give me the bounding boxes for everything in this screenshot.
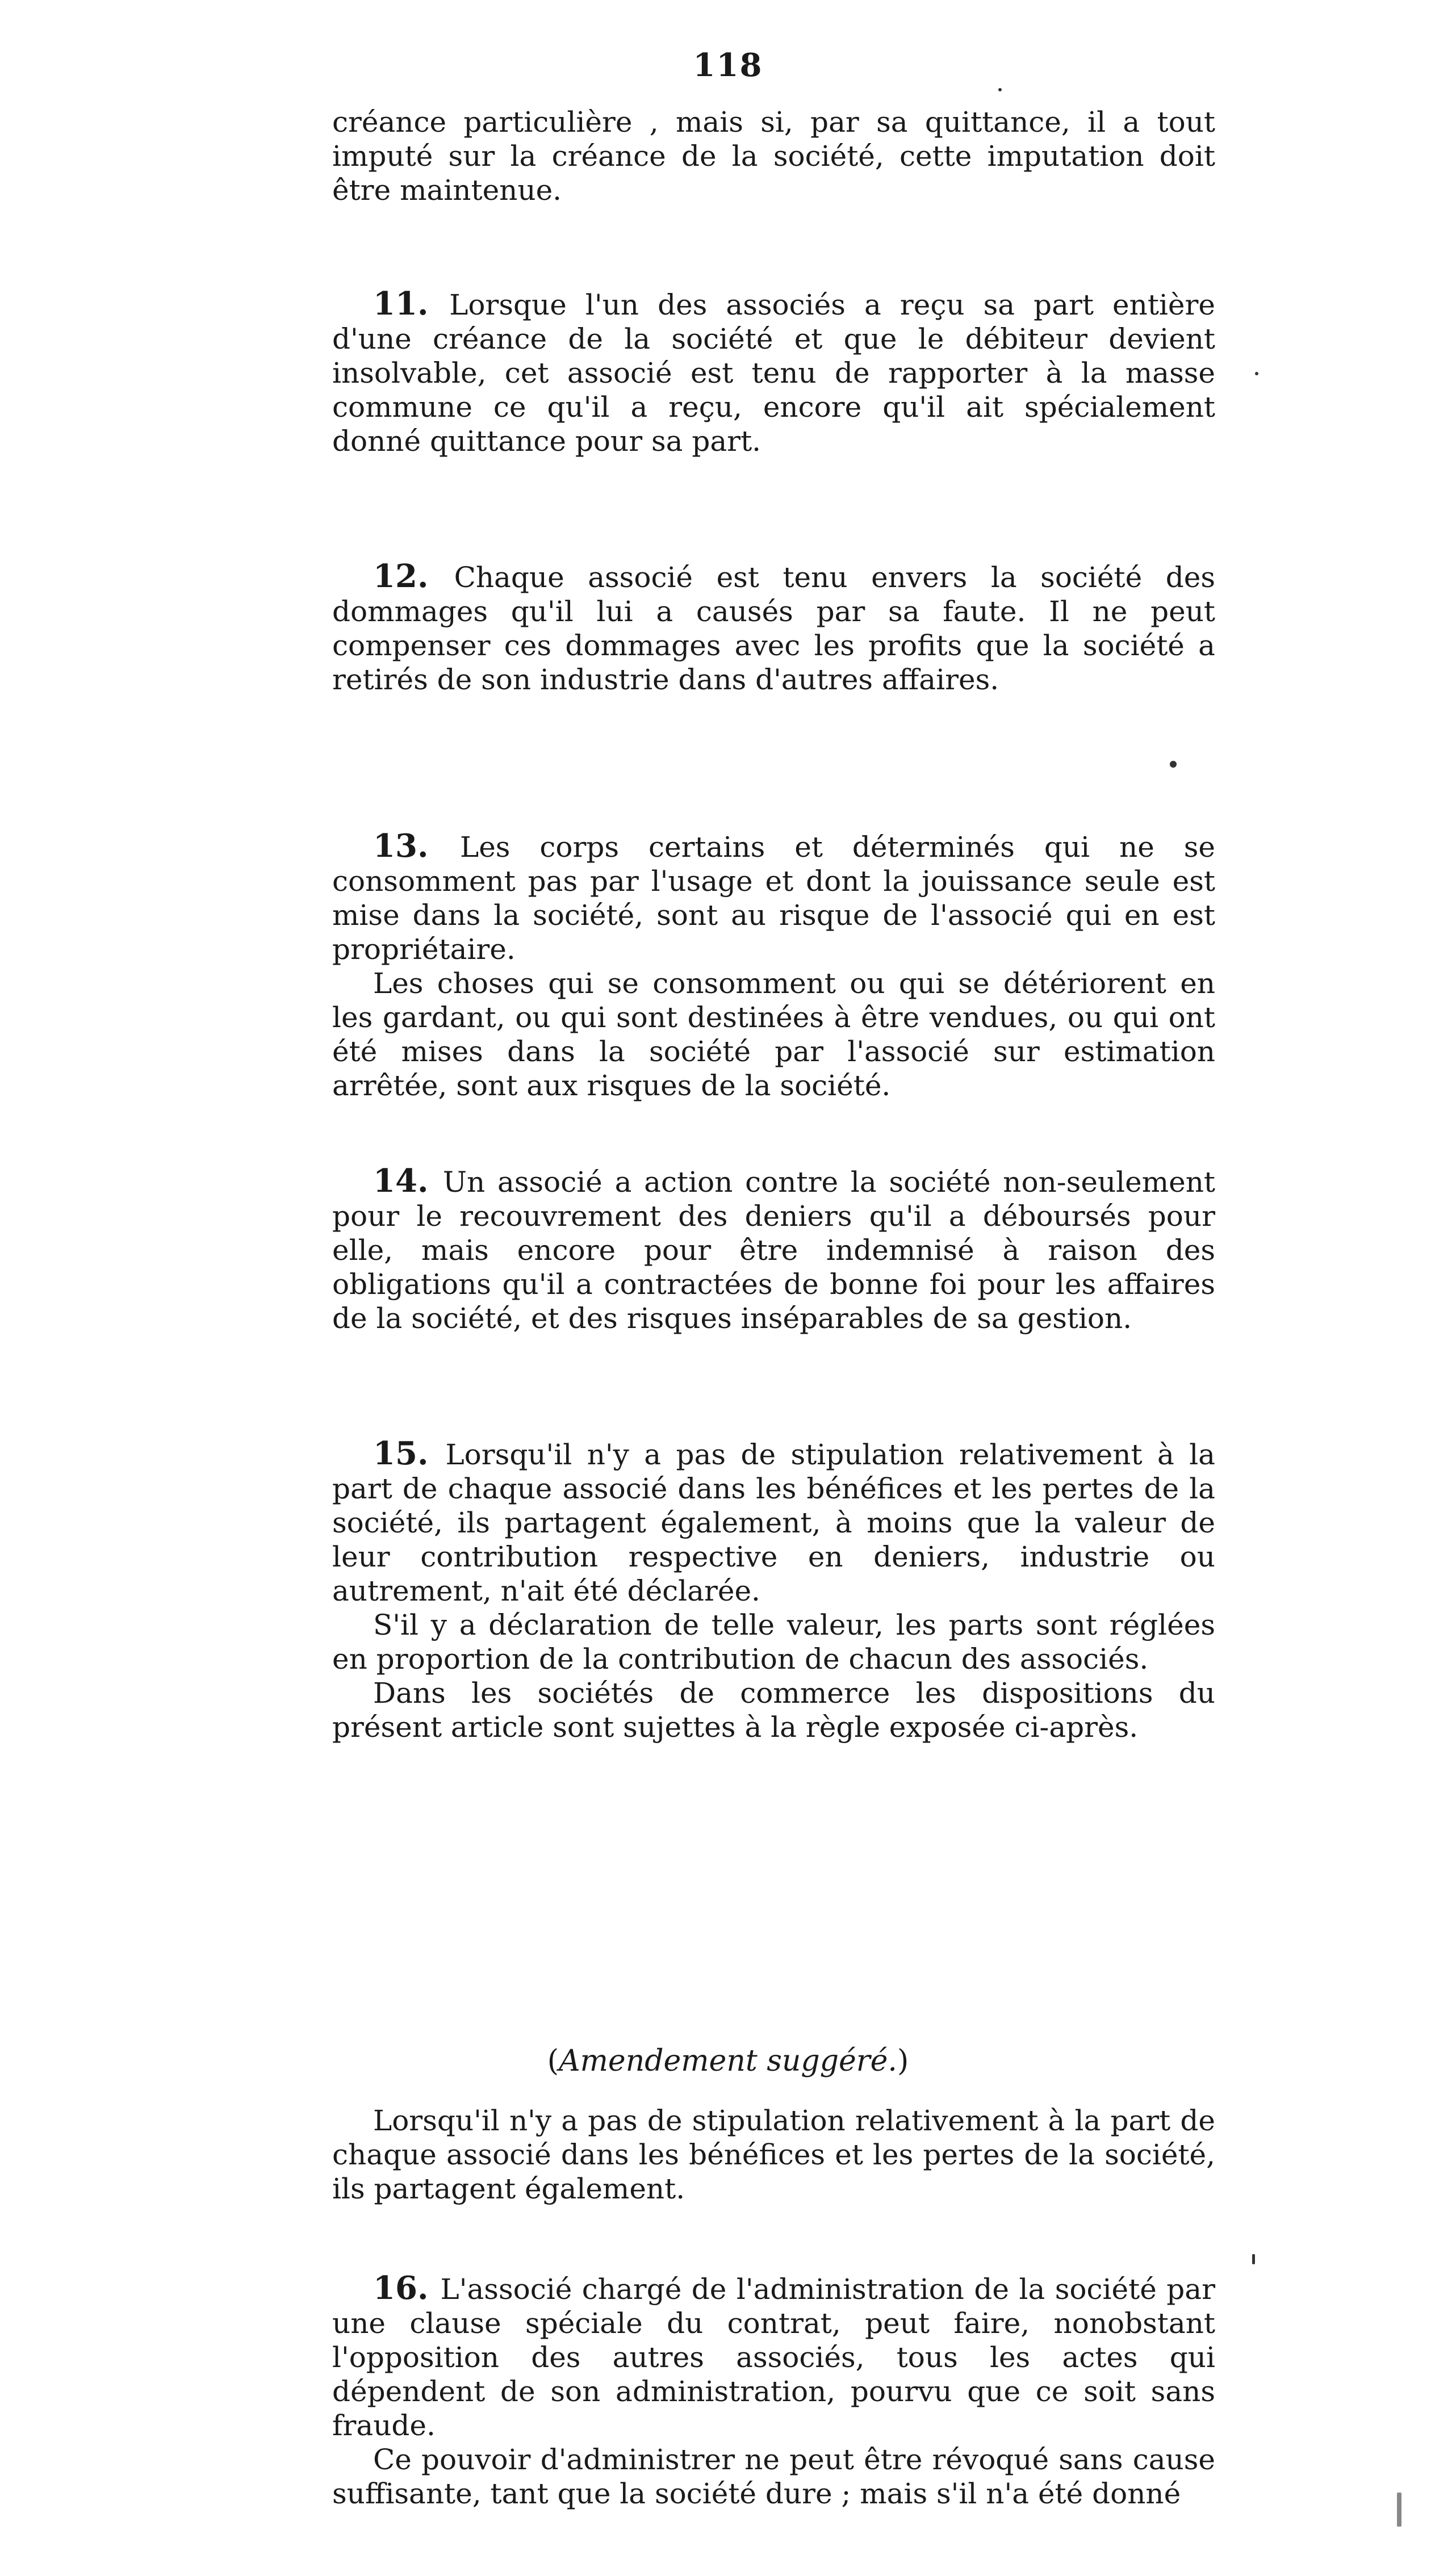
article-number: 12 xyxy=(373,558,417,595)
article-text: Un associé a action contre la société non-seulement pour le recouvrement des deniers qu'il a déboursés pour elle, mais encore pour être indemnisé à raison des obligations qu'il a contractées de bonne foi pour les affaires de la société, et des risques inséparables de sa gestion. xyxy=(332,1166,1215,1335)
article-16 xyxy=(332,2271,1215,2511)
article-paragraph: S'il y a déclaration de telle valeur, les parts sont réglées en proportion de la contribution de chacun des associés. xyxy=(332,1609,1215,1676)
article-text: Chaque associé est tenu envers la société des dommages qu'il lui a causés par sa faute. Il ne peut compenser ces dommages avec les profits que la société a retirés de son industrie dans d'autres affaires. xyxy=(332,561,1215,696)
article-text: Les corps certains et déterminés qui ne se consomment pas par l'usage et dont la jouissance seule est mise dans la société, sont au risque de l'associé qui en est propriétaire. xyxy=(332,831,1215,966)
article-number: 11 xyxy=(373,285,417,322)
article-number: 16 xyxy=(373,2269,417,2307)
scan-speck xyxy=(1170,761,1177,768)
article-15 xyxy=(332,1436,1215,1744)
scan-speck xyxy=(1255,372,1258,375)
article-paragraph: 16. L'associé chargé de l'administration de la société par une clause spéciale du contrat, peut faire, nonobstant l'opposition des autres associés, tous les actes qui dépendent de son administration, pourvu que ce soit sans fraude. xyxy=(332,2269,1215,2442)
article-12 xyxy=(332,559,1215,697)
article-text: Lorsqu'il n'y a pas de stipulation relativement à la part de chaque associé dans les bénéfices et les pertes de la société, ils partagent également, à moins que la valeur de leur contribution respective en deniers, industrie ou autrement, n'ait été déclarée. xyxy=(332,1438,1215,1607)
article-paragraph: Ce pouvoir d'administrer ne peut être révoqué sans cause suffisante, tant que la société dure ; mais s'il n'a été donné xyxy=(332,2443,1215,2510)
article-paragraph: 12. Chaque associé est tenu envers la société des dommages qu'il lui a causés par sa faute. Il ne peut compenser ces dommages avec les profits que la société a retirés de son industrie dans d'autres affaires. xyxy=(332,558,1215,696)
article-number: 15 xyxy=(373,1435,417,1472)
article-paragraph: 15. Lorsqu'il n'y a pas de stipulation relativement à la part de chaque associé dans les bénéfices et les pertes de la société, ils partagent également, à moins que la valeur de leur contribution respective en deniers, industrie ou autrement, n'ait été déclarée. xyxy=(332,1435,1215,1607)
page-number: 118 xyxy=(693,47,763,84)
article-14 xyxy=(332,1164,1215,1335)
article-paragraph: Dans les sociétés de commerce les dispositions du présent article sont sujettes à la règle exposée ci-après. xyxy=(332,1677,1215,1744)
amendment-paragraph xyxy=(332,2104,1215,2206)
article-13 xyxy=(332,829,1215,1103)
scan-speck xyxy=(998,88,1002,91)
amendment-heading-text: Amendement suggéré. xyxy=(559,2044,897,2078)
article-paragraph: 14. Un associé a action contre la société non-seulement pour le recouvrement des deniers qu'il a déboursés pour elle, mais encore pour être indemnisé à raison des obligations qu'il a contractées de bonne foi pour les affaires de la société, et des risques inséparables de sa gestion. xyxy=(332,1162,1215,1335)
scan-speck xyxy=(1252,2254,1255,2264)
amendment-text: Lorsqu'il n'y a pas de stipulation relativement à la part de chaque associé dans les bénéfices et les pertes de la société, ils partagent également. xyxy=(332,2104,1215,2205)
continuation-paragraph xyxy=(332,105,1215,207)
article-paragraph: 13. Les corps certains et déterminés qui ne se consomment pas par l'usage et dont la jouissance seule est mise dans la société, sont au risque de l'associé qui en est propriétaire. xyxy=(332,827,1215,966)
article-text: L'associé chargé de l'administration de la société par une clause spéciale du contrat, peut faire, nonobstant l'opposition des autres associés, tous les actes qui dépendent de son administration, pourvu que ce soit sans fraude. xyxy=(332,2273,1215,2442)
article-number: 14 xyxy=(373,1162,417,1200)
article-paragraph: 11. Lorsque l'un des associés a reçu sa part entière d'une créance de la société et que le débiteur devient insolvable, cet associé est tenu de rapporter à la masse commune ce qu'il a reçu, encore qu'il ait spécialement donné quittance pour sa part. xyxy=(332,285,1215,458)
article-11 xyxy=(332,287,1215,458)
article-text: Lorsque l'un des associés a reçu sa part entière d'une créance de la société et que le débiteur devient insolvable, cet associé est tenu de rapporter à la masse commune ce qu'il a reçu, encore qu'il ait spécialement donné quittance pour sa part. xyxy=(332,288,1215,458)
article-number: 13 xyxy=(373,827,417,865)
scan-speck xyxy=(1397,2493,1401,2527)
amendment-heading: (Amendement suggéré.) xyxy=(547,2044,909,2078)
article-paragraph: Les choses qui se consomment ou qui se détériorent en les gardant, ou qui sont destinées à être vendues, ou qui ont été mises dans la société par l'associé sur estimation arrêtée, sont aux risques de la société. xyxy=(332,967,1215,1102)
continuation-text: créance particulière , mais si, par sa quittance, il a tout imputé sur la créance de la société, cette imputation doit être maintenue. xyxy=(332,106,1215,207)
